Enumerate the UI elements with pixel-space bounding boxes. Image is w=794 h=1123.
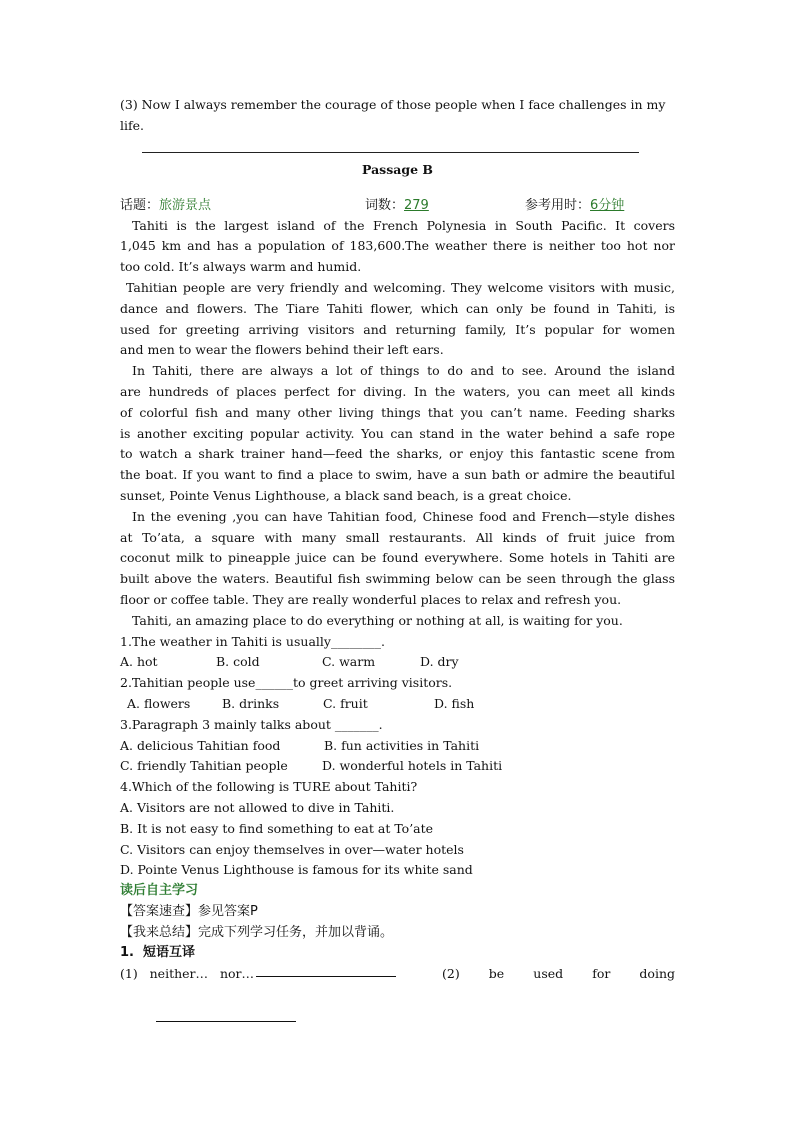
option: C. friendly Tahitian people (120, 758, 288, 774)
paragraph-line: are hundreds of places perfect for diving. In the waters, you can meet all kinds (120, 383, 675, 399)
text-line: life. (120, 117, 144, 133)
paragraph-line: too cold. It’s always warm and humid. (120, 259, 362, 275)
paragraph-line: In Tahiti, there are always a lot of things to do and to see. Around the island (132, 363, 675, 379)
paragraph-line: Tahitian people are very friendly and welcoming. They welcome visitors with music, (126, 279, 675, 295)
answer-check: 【答案速查】参见答案P (120, 903, 258, 919)
option: D. fish (434, 695, 475, 711)
divider (142, 152, 639, 153)
paragraph-line: floor or coffee table. They are really wonderful places to relax and refresh you. (120, 591, 622, 607)
paragraph-line: the boat. If you want to find a place to swim, have a sun bath or admire the beautiful (120, 467, 675, 483)
question-1: 1.The weather in Tahiti is usually________. (120, 633, 385, 649)
option: D. dry (420, 654, 459, 670)
question-2-options (120, 694, 675, 715)
passage-title: Passage B (362, 161, 433, 177)
translation-row (120, 987, 675, 1049)
paragraph-line: sunset, Pointe Venus Lighthouse, a black sand beach, is a great choice. (120, 487, 572, 503)
self-study-heading: 读后自主学习 (120, 883, 199, 899)
words-value: 279 (404, 197, 429, 213)
translation-item-2: (2) be used for doing (442, 966, 675, 982)
topic-value: 旅游景点 (159, 197, 212, 213)
document-page (120, 95, 675, 1049)
time-label: 参考用时： (525, 197, 591, 213)
question-2: 2.Tahitian people use______to greet arriving visitors. (120, 675, 453, 691)
option: C. fruit (323, 695, 368, 711)
paragraph-line: used for greeting arriving visitors and returning family, It’s popular for women (120, 321, 675, 337)
option: A. flowers (127, 695, 191, 711)
words-label: 词数： (365, 197, 405, 213)
option: B. drinks (222, 695, 280, 711)
paragraph-line: 1,045 km and has a population of 183,600.The weather there is neither too hot nor (120, 238, 675, 254)
time-value: 6分钟 (590, 197, 625, 213)
paragraph-line: and men to wear the flowers behind their left ears. (120, 342, 444, 358)
translation-item-1: (1) neither… nor… (120, 966, 254, 982)
question-3-options (120, 736, 675, 757)
paragraph-line: In the evening ,you can have Tahitian food, Chinese food and French—style dishes (132, 508, 675, 524)
question-3: 3.Paragraph 3 mainly talks about _______. (120, 716, 383, 732)
paragraph-line: at To’ata, a square with many small restaurants. All kinds of fruit juice from (120, 529, 675, 545)
option: A. delicious Tahitian food (120, 737, 281, 753)
passage-meta (120, 195, 675, 216)
option: B. fun activities in Tahiti (324, 737, 480, 753)
question-4: 4.Which of the following is TURE about Tahiti? (120, 779, 418, 795)
paragraph-line: dance and flowers. The Tiare Tahiti flower, which can only be found in Tahiti, is (120, 300, 675, 316)
topic-label: 话题： (120, 197, 160, 213)
text-line: (3) Now I always remember the courage of those people when I face challenges in my (120, 97, 666, 112)
paragraph-line: built above the waters. Beautiful fish swimming below can be seen through the glass (120, 571, 675, 587)
option: B. cold (216, 654, 260, 670)
answer-blank[interactable] (256, 964, 396, 977)
option: B. It is not easy to find something to eat at To’ate (120, 820, 434, 836)
section-heading: 1. 短语互译 (120, 945, 196, 961)
option: A. hot (120, 654, 158, 670)
paragraph-line: is another exciting popular activity. You can stand in the water behind a safe rope (120, 425, 675, 441)
paragraph-line: Tahiti is the largest island of the French Polynesia in South Pacific. It covers (132, 217, 675, 233)
paragraph-line: Tahiti, an amazing place to do everything or nothing at all, is waiting for you. (132, 612, 623, 628)
option: D. wonderful hotels in Tahiti (322, 758, 503, 774)
option: D. Pointe Venus Lighthouse is famous for its white sand (120, 862, 473, 878)
translation-row (120, 964, 675, 985)
summary-instruction: 【我来总结】完成下列学习任务，并加以背诵。 (120, 924, 394, 940)
paragraph-line: of colorful fish and many other living things that you can’t name. Feeding sharks (120, 404, 675, 420)
question-1-options (120, 652, 675, 673)
option: A. Visitors are not allowed to dive in Tahiti. (120, 799, 395, 815)
option: C. warm (322, 654, 376, 670)
question-3-options (120, 756, 675, 777)
paragraph-line: to watch a shark trainer hand—feed the sharks, or enjoy this fantastic scene from (120, 446, 675, 462)
paragraph-line: coconut milk to pineapple juice can be found everywhere. Some hotels in Tahiti are (120, 550, 675, 566)
option: C. Visitors can enjoy themselves in over—water hotels (120, 841, 464, 857)
answer-blank[interactable] (156, 1009, 296, 1022)
